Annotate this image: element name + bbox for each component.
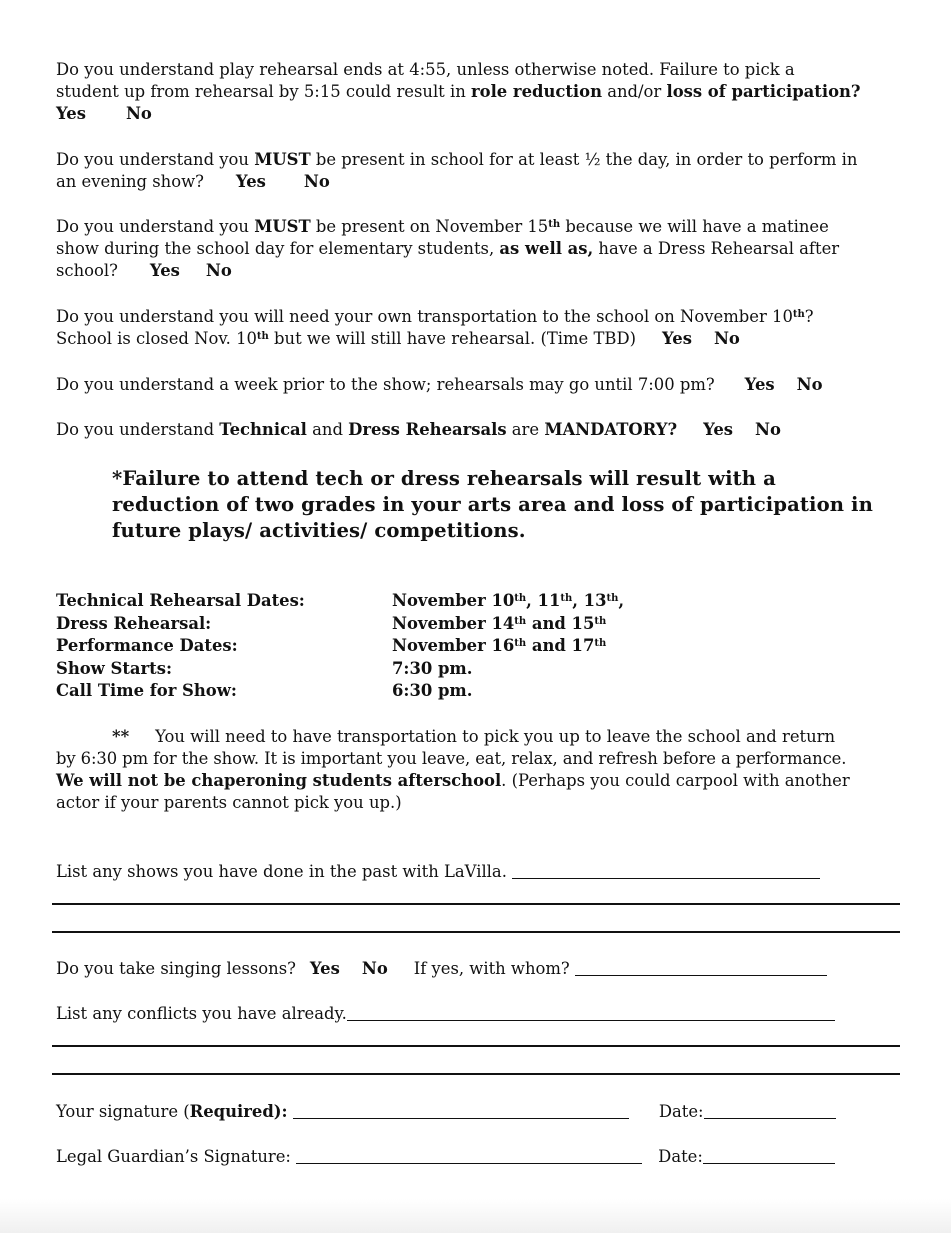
student-signature-row (56, 1101, 901, 1123)
question-school-attendance (56, 149, 901, 193)
role-reduction-text: role reduction (471, 82, 602, 101)
q4-line2a: School is closed Nov. 10 (56, 329, 257, 348)
q3-line2b: have a Dress Rehearsal after (593, 239, 840, 258)
transportation-note (56, 726, 901, 814)
guardian-signature-label: Legal Guardian’s Signature: (56, 1147, 291, 1166)
q6-c: are (506, 420, 545, 439)
note-line2: by 6:30 pm for the show. It is important you leave, eat, relax, and refresh before a performance. (56, 749, 847, 768)
q4-line2b: but we will still have rehearsal. (Time TBD) (268, 329, 636, 348)
q6-no-option[interactable]: No (755, 420, 781, 439)
student-date-label: Date: (658, 1102, 704, 1121)
past-shows-answer-line-1[interactable] (52, 903, 900, 905)
q3-th: th (548, 219, 561, 230)
warning-line2: reduction of two grades in your arts area and loss of participation in (112, 493, 873, 516)
note-line1: You will need to have transportation to pick you up to leave the school and return (155, 727, 836, 746)
q6-yes-option[interactable]: Yes (703, 420, 734, 439)
q1-line2: student up from rehearsal by 5:15 could result in (56, 82, 471, 101)
question-november-15 (56, 216, 901, 282)
q1-line1: Do you understand play rehearsal ends at 4:55, unless otherwise noted. Failure to pick a (56, 60, 795, 79)
q3-line3: school? (56, 261, 118, 280)
tech-th-1: th (514, 593, 527, 604)
call-time-value: 6:30 pm. (392, 681, 473, 700)
past-shows-label: List any shows you have done in the past with LaVilla. (56, 862, 507, 881)
q1-no-option[interactable]: No (125, 104, 152, 123)
warning-line1: *Failure to attend tech or dress rehearsals will result with a (112, 467, 776, 490)
q4-yes-option[interactable]: Yes (662, 329, 692, 348)
q1-yes-option[interactable]: Yes (56, 104, 86, 123)
q3-line1c: because we will have a matinee (560, 217, 829, 236)
loss-of-participation-text: loss of participation? (666, 82, 861, 101)
q6-technical: Technical (219, 420, 307, 439)
conflicts-input-line[interactable] (347, 1004, 835, 1021)
dress-v1: November 14 (392, 613, 515, 633)
student-signature-line[interactable] (293, 1102, 629, 1119)
q4-th: th (792, 309, 805, 320)
q4-line1a: Do you understand you will need your own transportation to the school on November 10 (56, 307, 793, 326)
q3-must: MUST (254, 217, 311, 236)
dress-th-2: th (594, 615, 607, 627)
past-shows-answer-line-2[interactable] (52, 931, 900, 933)
page-bottom-shadow (0, 1199, 951, 1233)
singing-prompt: Do you take singing lessons? (56, 959, 296, 978)
tech-th-2: th (560, 593, 573, 604)
failure-warning (112, 466, 912, 544)
question-rehearsal-end (56, 59, 901, 125)
perf-th-2: th (594, 638, 607, 649)
dress-th-1: th (514, 615, 527, 627)
guardian-signature-line[interactable] (296, 1147, 642, 1164)
dress-value (392, 613, 606, 635)
q6-a: Do you understand (56, 420, 220, 439)
show-starts-value: 7:30 pm. (392, 658, 473, 678)
singing-no-option[interactable]: No (361, 959, 388, 978)
q3-line1b: be present on November 15 (310, 217, 549, 236)
past-shows-input-line[interactable] (512, 862, 820, 879)
perf-v2: and 17 (526, 636, 595, 655)
guardian-signature-row (56, 1146, 901, 1168)
q5-no-option[interactable]: No (796, 375, 823, 394)
q4-th-2: th (256, 331, 269, 342)
note-stars: ** (112, 727, 130, 746)
q3-yes-option[interactable]: Yes (149, 261, 180, 280)
required-label: Required): (189, 1102, 288, 1121)
conflicts-row (56, 1003, 901, 1025)
q3-line2a: show during the school day for elementary students, (56, 239, 500, 258)
q2-line2: an evening show? (56, 172, 204, 191)
perf-v1: November 16 (392, 636, 515, 655)
conflicts-answer-line-2[interactable] (52, 1073, 900, 1075)
q2-yes-option[interactable]: Yes (235, 172, 266, 191)
singing-whom-label: If yes, with whom? (413, 959, 570, 978)
singing-yes-option[interactable]: Yes (309, 959, 340, 978)
q3-no-option[interactable]: No (205, 261, 232, 280)
performance-label: Performance Dates: (56, 636, 238, 655)
call-time-label: Call Time for Show: (56, 681, 237, 700)
tech-th-3: th (606, 593, 619, 604)
your-signature-label: Your signature ( (56, 1102, 190, 1121)
q3-line1a: Do you understand you (56, 217, 255, 236)
q5-yes-option[interactable]: Yes (744, 375, 775, 394)
q4-no-option[interactable]: No (713, 329, 740, 348)
q1-andor: and/or (602, 82, 667, 101)
perf-th-1: th (514, 638, 527, 649)
dress-label: Dress Rehearsal: (56, 613, 212, 633)
question-november-10-transport (56, 306, 901, 350)
guardian-date-line[interactable] (703, 1147, 835, 1164)
q2-line1b: be present in school for at least ½ the day, in order to perform in (310, 150, 858, 169)
q6-b: and (306, 420, 349, 439)
conflicts-label: List any conflicts you have already. (56, 1004, 347, 1023)
tech-v2: , 11 (526, 591, 561, 610)
note-line4: actor if your parents cannot pick you up.) (56, 793, 402, 812)
q3-as-well-as: as well as, (499, 239, 594, 258)
q6-dress: Dress Rehearsals (348, 420, 507, 439)
tech-v3: , 13 (572, 591, 607, 610)
tech-v4: , (618, 591, 625, 610)
q4-line1b: ? (804, 307, 814, 326)
q2-no-option[interactable]: No (303, 172, 330, 191)
tech-v1: November 10 (392, 591, 515, 610)
tech-value (392, 590, 624, 612)
tech-label: Technical Rehearsal Dates: (56, 591, 305, 610)
singing-teacher-input-line[interactable] (575, 959, 827, 976)
show-starts-label: Show Starts: (56, 658, 173, 678)
question-week-prior (56, 374, 901, 396)
student-date-line[interactable] (704, 1102, 836, 1119)
q6-mandatory: MANDATORY? (544, 420, 678, 439)
past-shows-row (56, 861, 901, 883)
question-mandatory-rehearsals (56, 419, 901, 441)
note-bold: We will not be chaperoning students afterschool (56, 771, 502, 790)
q2-line1a: Do you understand you (56, 150, 255, 169)
note-line3b: . (Perhaps you could carpool with another (501, 771, 850, 790)
dress-v2: and 15 (526, 613, 595, 633)
q2-must: MUST (254, 150, 311, 169)
singing-lessons-row (56, 958, 901, 980)
warning-line3: future plays/ activities/ competitions. (112, 519, 526, 542)
guardian-date-label: Date: (658, 1147, 703, 1166)
q5-text: Do you understand a week prior to the show; rehearsals may go until 7:00 pm? (56, 375, 715, 394)
conflicts-answer-line-1[interactable] (52, 1045, 900, 1047)
performance-value (392, 635, 606, 657)
